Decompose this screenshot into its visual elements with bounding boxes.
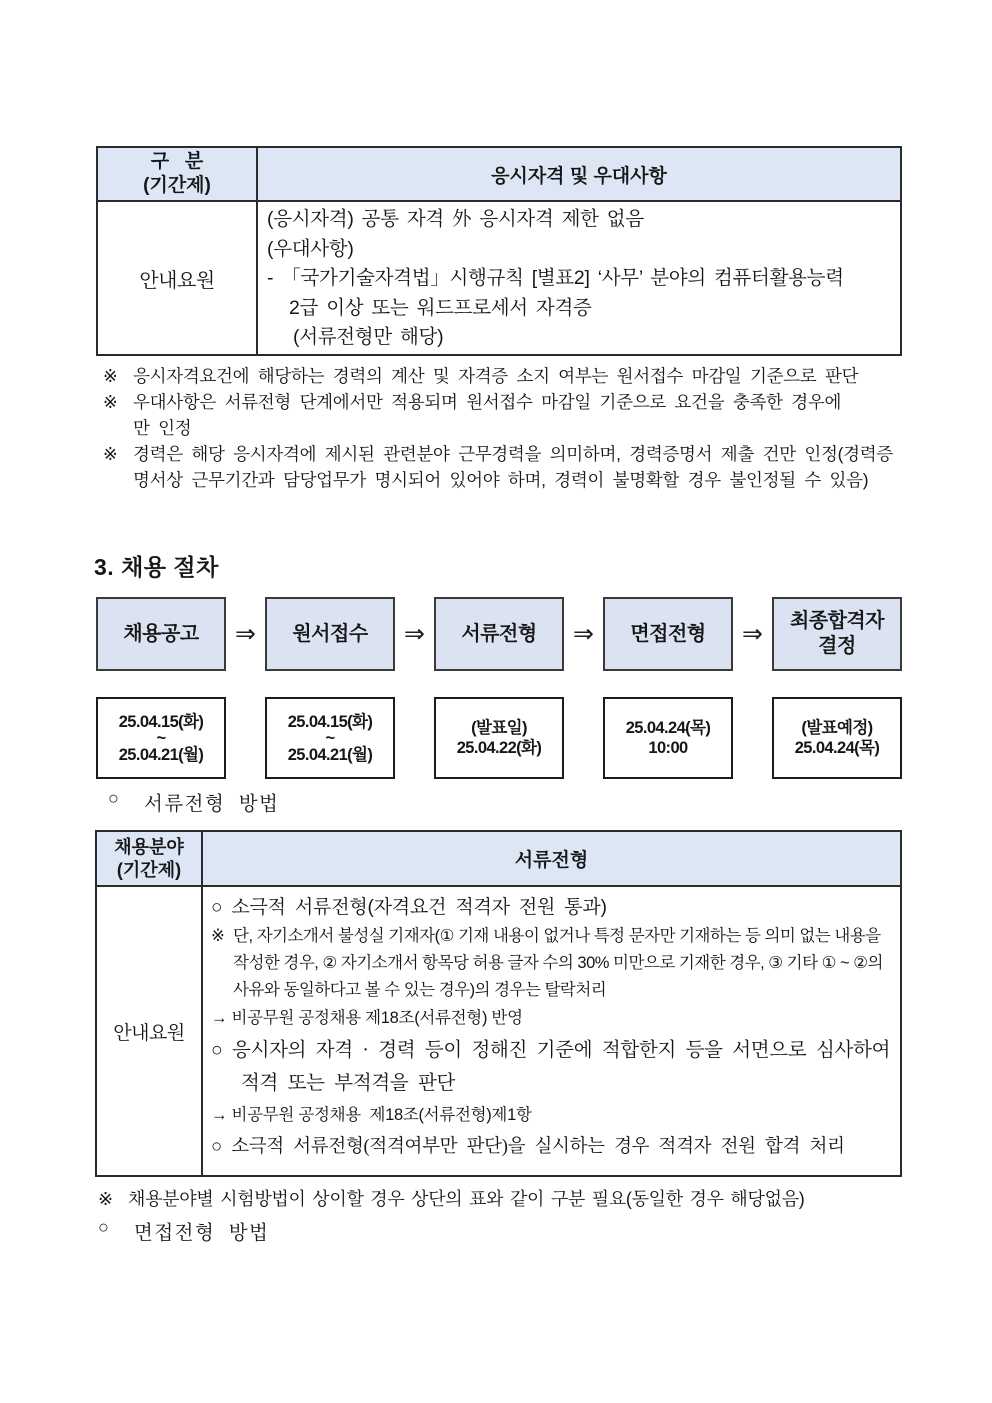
note-item bbox=[103, 389, 904, 441]
bottom-notes bbox=[98, 1186, 910, 1245]
qualification-line: - 「국가기술자격법」시행규칙 [별표2] ‘사무’ 분야의 컴퓨터활용능력 bbox=[267, 267, 844, 289]
date-line: ~ bbox=[325, 728, 335, 747]
regulation-reference: → 비공무원 공정채용 제18조(서류전형)제1항 bbox=[211, 1106, 532, 1124]
qualification-line: (우대사항) bbox=[267, 237, 354, 260]
note-item bbox=[103, 363, 904, 389]
screening-item: ○ 응시자의 자격 · 경력 등이 정해진 기준에 적합한지 등을 서면으로 심사하여 적격 또는 부적격을 판단 bbox=[211, 1040, 891, 1094]
eligibility-table-row bbox=[98, 202, 900, 354]
qualification-line: (서류전형만 해당) bbox=[293, 326, 444, 348]
circle-bullet-icon: ○ bbox=[108, 788, 119, 808]
document-screening-method-label bbox=[108, 788, 279, 816]
note-item bbox=[98, 1186, 910, 1213]
category-cell: 안내요원 bbox=[97, 887, 203, 1175]
process-step-box: 면접전형 bbox=[603, 597, 733, 671]
date-line: 25.04.15(화) bbox=[287, 712, 373, 731]
date-box bbox=[434, 697, 564, 779]
document-screening-table bbox=[95, 830, 902, 1177]
circle-bullet-icon: ○ bbox=[98, 1217, 109, 1237]
arrow-right-icon: ⇒ bbox=[742, 620, 763, 648]
header-field-line1: 채용분야 bbox=[114, 836, 184, 857]
screening-item: ○ 소극적 서류전형(자격요건 적격자 전원 통과) bbox=[211, 897, 607, 918]
date-line: 25.04.24(목) bbox=[794, 739, 880, 757]
spacer bbox=[564, 697, 603, 779]
screening-table-row bbox=[97, 887, 900, 1175]
reference-mark-icon: ※ bbox=[211, 927, 225, 945]
section-title: 3. 채용 절차 bbox=[94, 554, 219, 580]
eligibility-table-header bbox=[98, 148, 900, 202]
reference-mark-icon: ※ bbox=[103, 392, 118, 412]
date-box bbox=[265, 697, 395, 779]
header-category-line2: (기간제) bbox=[143, 175, 211, 196]
date-line: (발표일) bbox=[471, 719, 527, 737]
recruitment-process-flow bbox=[96, 597, 902, 671]
qualification-line: 2급 이상 또는 워드프로세서 자격증 bbox=[289, 296, 592, 319]
header-category-line1: 구 분 bbox=[150, 151, 204, 172]
reference-mark-icon: ※ bbox=[98, 1189, 113, 1209]
screening-detail-cell bbox=[203, 887, 900, 1175]
qualifications-cell bbox=[258, 202, 900, 354]
date-line: 25.04.15(화) bbox=[118, 712, 204, 731]
spacer bbox=[226, 697, 265, 779]
note-text: 채용분야별 시험방법이 상이할 경우 상단의 표와 같이 구분 필요(동일한 경우 해당없음) bbox=[128, 1189, 805, 1209]
date-box bbox=[772, 697, 902, 779]
category-cell: 안내요원 bbox=[98, 202, 258, 354]
header-cell-field bbox=[97, 832, 203, 885]
header-cell-category bbox=[98, 148, 258, 200]
process-dates-row bbox=[96, 697, 902, 779]
note-text: 우대사항은 서류전형 단계에서만 적용되며 원서접수 마감일 기준으로 요건을 충족한 경우에만 인정 bbox=[133, 392, 842, 438]
date-line: 10:00 bbox=[648, 739, 688, 757]
date-line: 25.04.21(월) bbox=[118, 745, 204, 764]
spacer bbox=[733, 697, 772, 779]
screening-item: ○ 소극적 서류전형(적격여부만 판단)을 실시하는 경우 적격자 전원 합격 처리 bbox=[211, 1137, 845, 1157]
date-line: 25.04.21(월) bbox=[287, 745, 373, 764]
date-box bbox=[96, 697, 226, 779]
date-line: ~ bbox=[156, 728, 166, 747]
regulation-reference: → 비공무원 공정채용 제18조(서류전형) 반영 bbox=[211, 1009, 523, 1027]
reference-mark-icon: ※ bbox=[103, 444, 118, 464]
label-text: 면접전형 방법 bbox=[134, 1223, 270, 1244]
date-box bbox=[603, 697, 733, 779]
header-cell-qualifications: 응시자격 및 우대사항 bbox=[491, 165, 667, 187]
process-step-box: 원서접수 bbox=[265, 597, 395, 671]
date-line: 25.04.22(화) bbox=[456, 739, 542, 757]
label-text: 서류전형 방법 bbox=[144, 794, 280, 815]
header-field-line2: (기간제) bbox=[116, 859, 182, 880]
process-step-box: 서류전형 bbox=[434, 597, 564, 671]
eligibility-table bbox=[96, 146, 902, 356]
interview-method-label bbox=[98, 1217, 910, 1245]
eligibility-notes bbox=[103, 363, 904, 493]
note-item bbox=[103, 441, 904, 493]
note-text: 경력은 해당 응시자격에 제시된 관련분야 근무경력을 의미하며, 경력증명서 제출 건만 인정(경력증명서상 근무기간과 담당업무가 명시되어 있어야 하며, 경력이 불명확할 경우 불인정될 수 있음) bbox=[133, 444, 893, 490]
process-step-box: 채용공고 bbox=[96, 597, 226, 671]
process-step-box: 최종합격자 결정 bbox=[772, 597, 902, 671]
screening-table-header bbox=[97, 832, 900, 887]
note-text: 단, 자기소개서 불성실 기재자(① 기재 내용이 없거나 특정 문자만 기재하는 등 의미 없는 내용을 작성한 경우, ② 자기소개서 항목당 허용 글자 수의 30% 미만으로 기재한 경우, ③ 기타 ① ~ ②의 사유와 동일하다고 볼 수 있는 경우)의 경우는 탈락처리 bbox=[233, 927, 883, 999]
qualification-line: (응시자격) 공통 자격 外 응시자격 제한 없음 bbox=[267, 208, 644, 230]
arrow-right-icon: ⇒ bbox=[404, 620, 425, 648]
date-line: 25.04.24(목) bbox=[625, 719, 711, 737]
reference-mark-icon: ※ bbox=[103, 366, 118, 386]
arrow-right-icon: ⇒ bbox=[573, 620, 594, 648]
date-line: (발표예정) bbox=[801, 719, 873, 737]
note-text: 응시자격요건에 해당하는 경력의 계산 및 자격증 소지 여부는 원서접수 마감일 기준으로 판단 bbox=[133, 366, 859, 386]
header-cell-screening: 서류전형 bbox=[514, 850, 589, 871]
arrow-right-icon: ⇒ bbox=[235, 620, 256, 648]
screening-note bbox=[211, 923, 898, 1004]
spacer bbox=[395, 697, 434, 779]
